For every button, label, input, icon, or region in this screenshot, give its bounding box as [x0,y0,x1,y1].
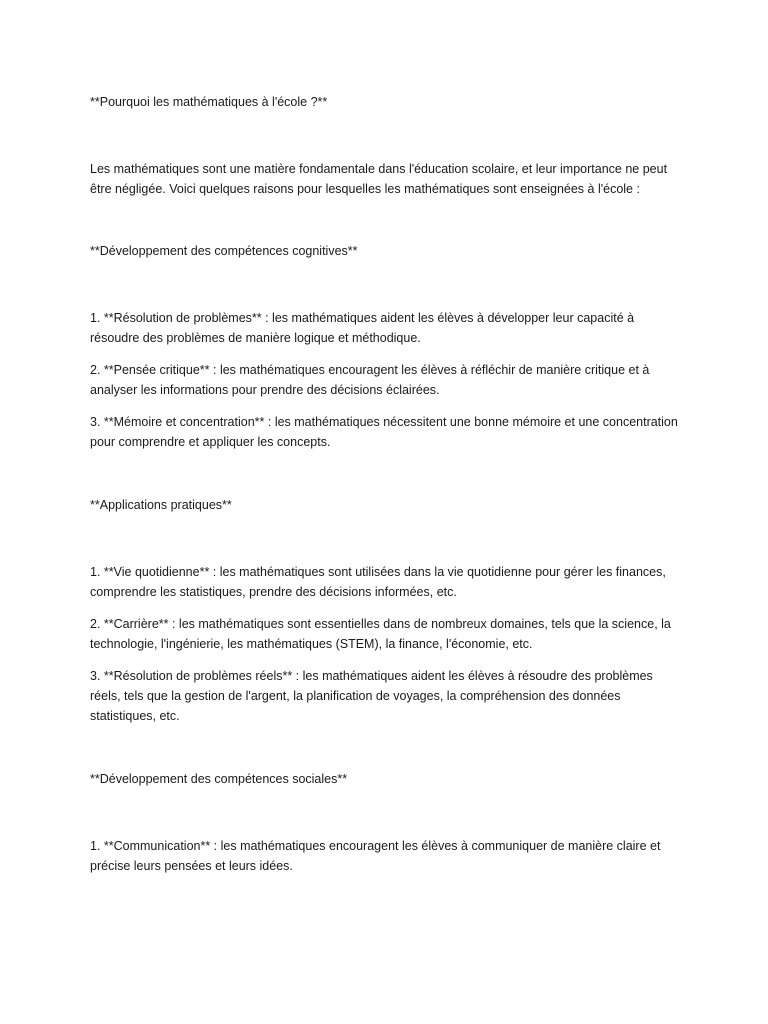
section-heading-cognitive: **Développement des compétences cognitives** [90,244,358,258]
list-item: 3. **Mémoire et concentration** : les mathématiques nécessitent une bonne mémoire et une concentration pour comprendre et appliquer les concepts. [90,415,682,449]
section-heading-practical: **Applications pratiques** [90,498,232,512]
document-title: **Pourquoi les mathématiques à l'école ?** [90,95,328,109]
list-item: 1. **Résolution de problèmes** : les mathématiques aident les élèves à développer leur capacité à résoudre des problèmes de manière logique et méthodique. [90,311,638,345]
intro-paragraph: Les mathématiques sont une matière fondamentale dans l'éducation scolaire, et leur importance ne peut être négligée. Voici quelques raisons pour lesquelles les mathématiques sont enseignées à l'école : [90,162,671,196]
list-item: 2. **Pensée critique** : les mathématiques encouragent les élèves à réfléchir de manière critique et à analyser les informations pour prendre des décisions éclairées. [90,363,653,397]
list-item: 1. **Communication** : les mathématiques encouragent les élèves à communiquer de manière claire et précise leurs pensées et leurs idées. [90,839,664,873]
list-item: 2. **Carrière** : les mathématiques sont essentielles dans de nombreux domaines, tels que la science, la technologie, l'ingénierie, les mathématiques (STEM), la finance, l'économie, etc. [90,617,675,651]
list-item: 1. **Vie quotidienne** : les mathématiques sont utilisées dans la vie quotidienne pour gérer les finances, comprendre les statistiques, prendre des décisions informées, etc. [90,565,670,599]
section-heading-social: **Développement des compétences sociales** [90,772,348,786]
list-item: 3. **Résolution de problèmes réels** : les mathématiques aident les élèves à résoudre des problèmes réels, tels que la gestion de l'argent, la planification de voyages, la compréhension des données statistiques, etc. [90,669,657,723]
